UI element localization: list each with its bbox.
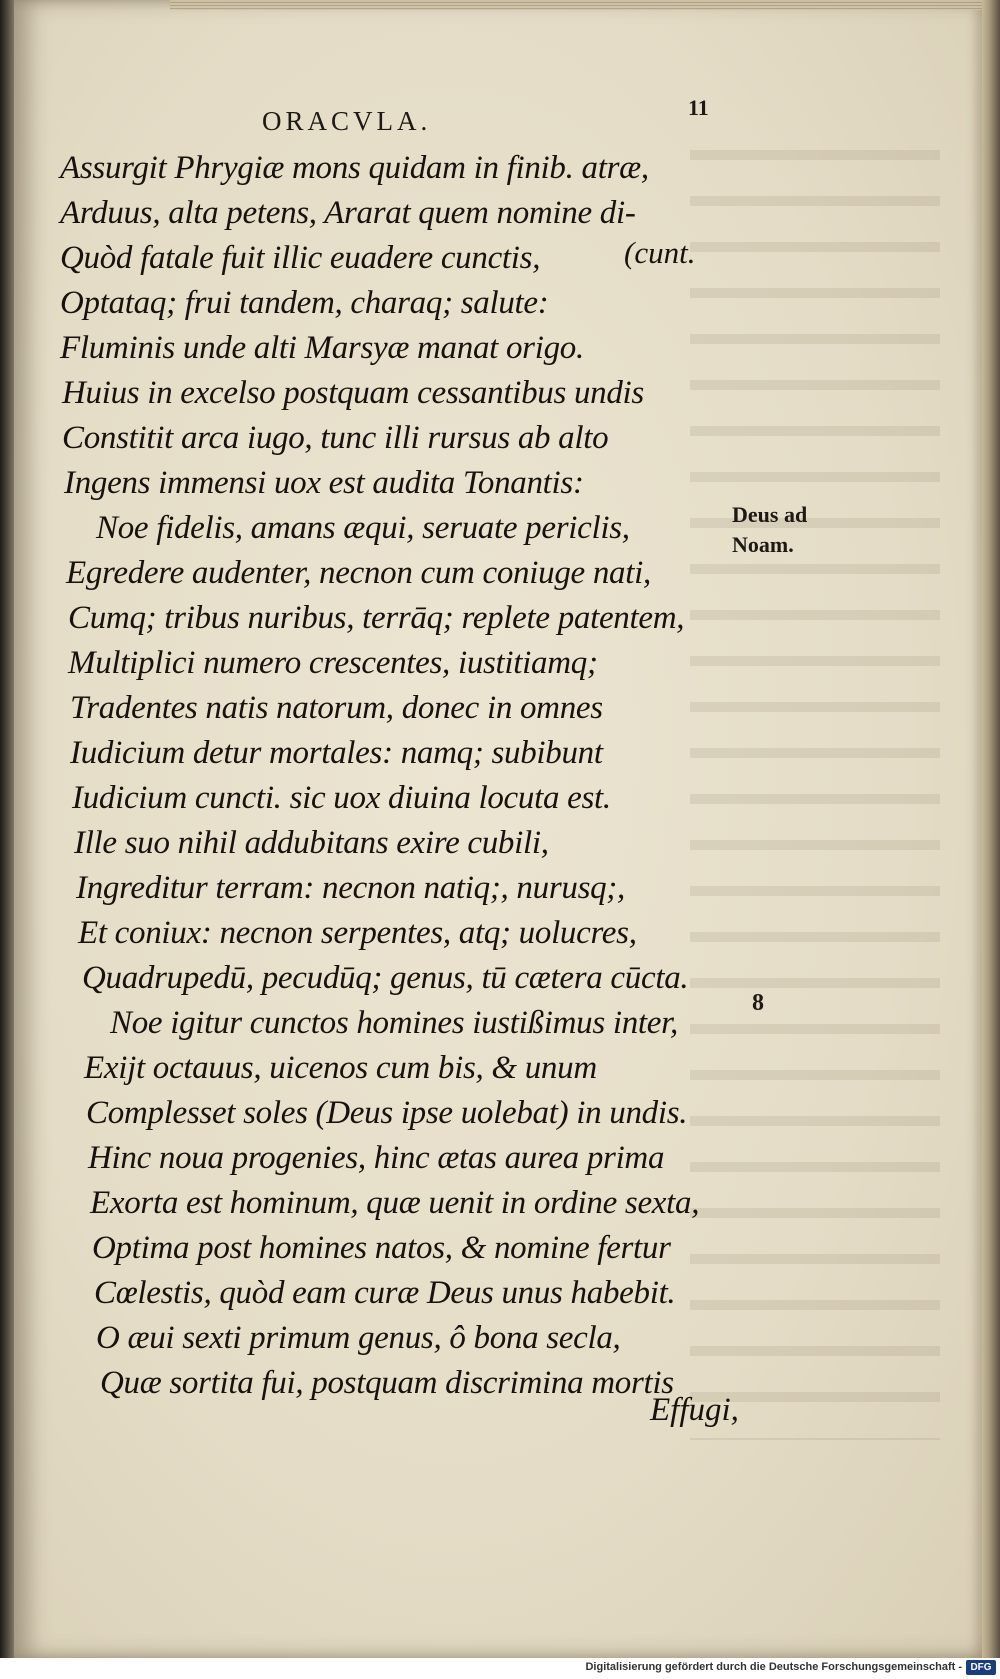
verse-line: Ingreditur terram: necnon natiq;, nurusq;, [76, 870, 625, 906]
digitization-footer [0, 1658, 1000, 1679]
running-head: ORACVLA. [262, 106, 432, 136]
verse-line: O æui sexti primum genus, ô bona secla, [96, 1320, 621, 1356]
verse-line: Exijt octauus, uicenos cum bis, & unum [84, 1050, 597, 1086]
verse-line: Optima post homines natos, & nomine fertur [92, 1230, 671, 1266]
verse-line: Constitit arca iugo, tunc illi rursus ab alto [62, 420, 609, 456]
verse-line: Multiplici numero crescentes, iustitiamq; [68, 645, 598, 681]
verse-line: Ille suo nihil addubitans exire cubili, [74, 825, 549, 861]
verse-line: Iudicium detur mortales: namq; subibunt [70, 735, 603, 771]
verse-line: Quæ sortita fui, postquam discrimina mortis [100, 1365, 674, 1401]
verse-line: Quadrupedū, pecudūq; genus, tū cætera cūcta. [82, 960, 689, 996]
verse-line: Et coniux: necnon serpentes, atq; uolucres, [78, 915, 637, 951]
dfg-logo-icon: DFG [966, 1660, 996, 1675]
verse-line: Quòd fatale fuit illic euadere cunctis, [60, 240, 541, 276]
verse-line: Noe igitur cunctos homines iustißimus inter, [110, 1005, 678, 1041]
funding-credit: Digitalisierung gefördert durch die Deutsche Forschungsgemeinschaft - [585, 1661, 962, 1673]
verse-line: Huius in excelso postquam cessantibus undis [62, 375, 644, 411]
leaf-number: 11 [688, 95, 709, 120]
verse-line: Optataq; frui tandem, charaq; salute: [60, 285, 549, 321]
verse-line: Cœlestis, quòd eam curæ Deus unus habebit. [94, 1275, 676, 1311]
verse-line: Tradentes natis natorum, donec in omnes [70, 690, 603, 726]
margin-note [732, 500, 807, 560]
line-continuation: (cunt. [624, 235, 696, 270]
verse-line: Exorta est hominum, quæ uenit in ordine sexta, [90, 1185, 700, 1221]
verse-line: Assurgit Phrygiæ mons quidam in finib. atræ, [60, 150, 649, 186]
verse-line: Hinc noua progenies, hinc ætas aurea prima [88, 1140, 665, 1176]
verse-line: Iudicium cuncti. sic uox diuina locuta est. [72, 780, 611, 816]
margin-note-line: Noam. [732, 532, 794, 557]
margin-mark: 8 [752, 990, 764, 1016]
verse-line: Arduus, alta petens, Ararat quem nomine di- [60, 195, 636, 231]
verse-line: Complesset soles (Deus ipse uolebat) in undis. [86, 1095, 688, 1131]
verse-line: Egredere audenter, necnon cum coniuge nati, [66, 555, 651, 591]
catchword: Effugi, [650, 1392, 739, 1428]
verse-line: Fluminis unde alti Marsyæ manat origo. [60, 330, 584, 366]
verse-line: Ingens immensi uox est audita Tonantis: [64, 465, 584, 501]
margin-note-line: Deus ad [732, 502, 808, 527]
verse-line: Noe fidelis, amans æqui, seruate periclis, [96, 510, 630, 546]
verse-line: Cumq; tribus nuribus, terrāq; replete patentem, [68, 600, 685, 636]
